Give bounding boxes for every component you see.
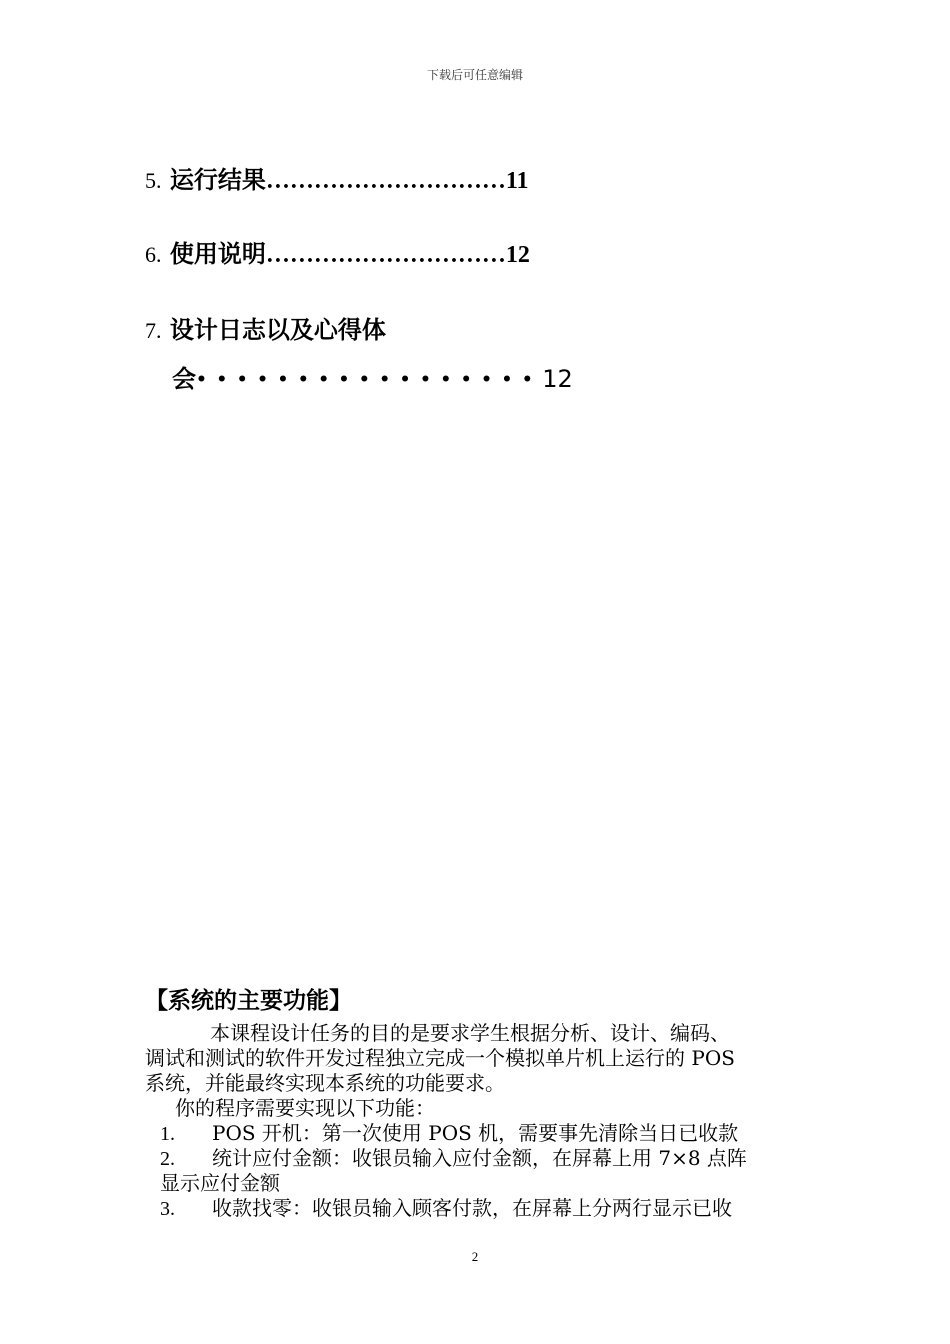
list-item	[160, 1196, 810, 1222]
list-item	[160, 1121, 810, 1147]
paragraph-line: 你的程序需要实现以下功能：	[175, 1096, 435, 1120]
toc-leader: •••••••••••••••••	[196, 370, 543, 390]
toc-entry-5	[145, 160, 529, 195]
toc-number: 5.	[145, 168, 162, 193]
toc-leader: …………………………	[265, 168, 506, 194]
toc-title: 使用说明	[169, 240, 266, 268]
list-number: 1.	[160, 1123, 175, 1145]
toc-title: 设计日志以及心得体	[169, 316, 386, 344]
toc-leader: …………………………	[265, 242, 506, 268]
toc-title: 运行结果	[169, 166, 266, 194]
toc-page: 12	[505, 242, 530, 268]
toc-entry-7-continued	[172, 359, 573, 394]
page-header: 下载后可任意编辑	[426, 68, 523, 82]
toc-number: 7.	[145, 318, 162, 343]
paragraph-line: 调试和测试的软件开发过程独立完成一个模拟单片机上运行的 POS	[145, 1046, 735, 1070]
toc-number: 6.	[145, 242, 162, 267]
toc-title-continued: 会	[172, 365, 196, 393]
list-item-continued: 显示应付金额	[160, 1171, 280, 1195]
list-text: POS 开机：第一次使用 POS 机，需要事先清除当日已收款	[212, 1121, 739, 1145]
toc-page: 12	[542, 365, 573, 393]
list-number: 3.	[160, 1198, 175, 1220]
paragraph-line: 系统，并能最终实现本系统的功能要求。	[145, 1071, 505, 1095]
list-text: 收款找零：收银员输入顾客付款，在屏幕上分两行显示已收	[212, 1196, 732, 1220]
toc-entry-6	[145, 234, 530, 269]
page-number: 2	[471, 1249, 479, 1264]
list-text: 统计应付金额：收银员输入应付金额，在屏幕上用 7×8 点阵	[212, 1146, 747, 1170]
section-title: 【系统的主要功能】	[145, 988, 352, 1014]
list-item	[160, 1146, 810, 1172]
toc-entry-7	[145, 310, 386, 345]
paragraph-line: 本课程设计任务的目的是要求学生根据分析、设计、编码、	[210, 1021, 730, 1045]
toc-page: 11	[505, 168, 529, 194]
list-number: 2.	[160, 1148, 175, 1170]
